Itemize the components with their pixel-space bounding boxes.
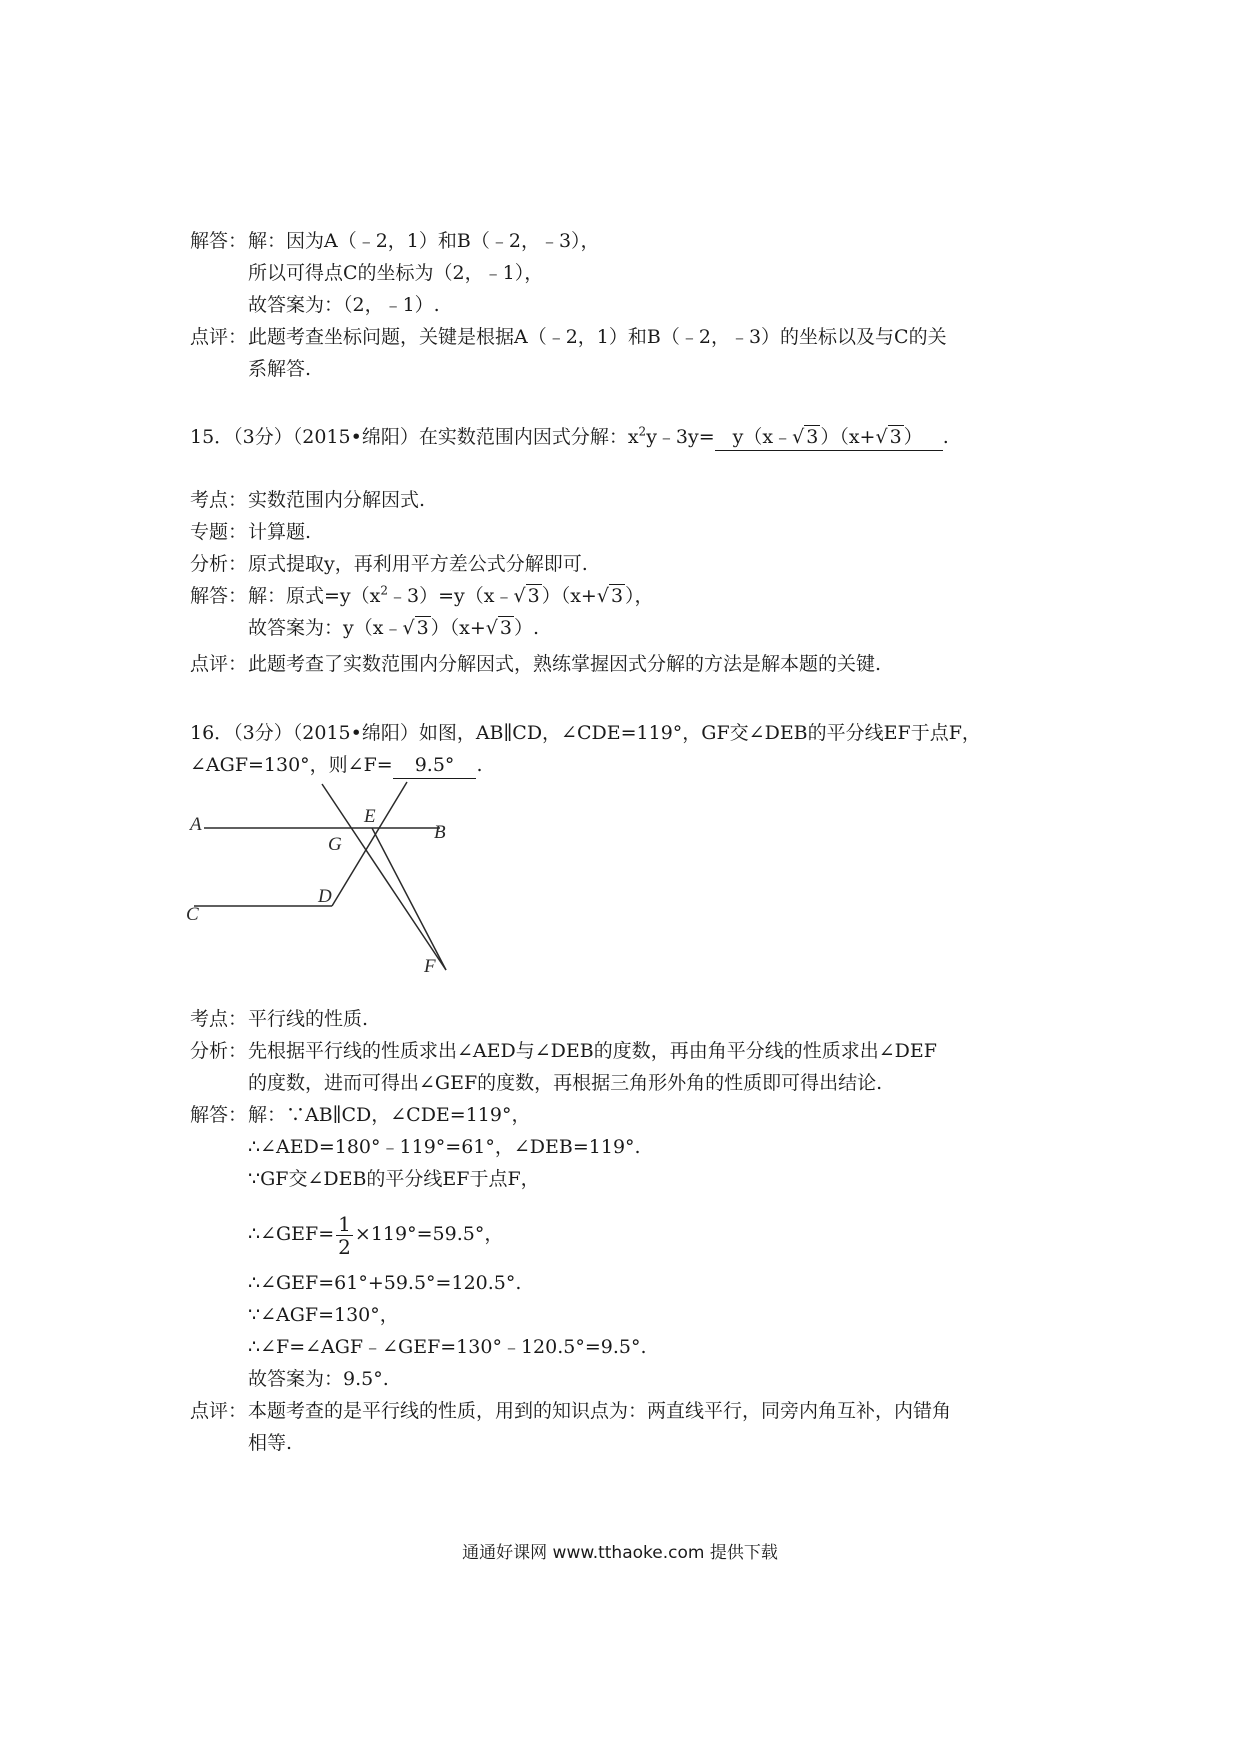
q16-s4-pre: ∴∠GEF= bbox=[248, 1223, 335, 1245]
label-dianping-3: 点评： bbox=[190, 1400, 248, 1422]
q16-kaodian bbox=[190, 1006, 368, 1032]
q16-stem-line1: 16．（3分）（2015•绵阳）如图，AB∥CD，∠CDE=119°，GF交∠DEB的平分线EF于点F， bbox=[190, 722, 981, 744]
q14-comment-line2: 系解答. bbox=[248, 358, 312, 380]
line-gf bbox=[322, 784, 446, 970]
q14-answer-line2: 所以可得点C的坐标为（2，﹣1）， bbox=[248, 262, 544, 284]
label-jieda-3: 解答： bbox=[190, 1104, 248, 1126]
label-dianping-2: 点评： bbox=[190, 653, 248, 675]
q16-fenxi-line1 bbox=[190, 1038, 937, 1064]
q15-jieda bbox=[190, 583, 654, 609]
q15-stem-sup: 2 bbox=[638, 424, 647, 439]
q15-comment-text: 此题考查了实数范围内分解因式，熟练掌握因式分解的方法是解本题的关键. bbox=[248, 653, 882, 675]
q15-jie-a: 解：原式=y（x bbox=[248, 585, 381, 607]
q15-ans-sqrt2: √ 3 bbox=[875, 426, 902, 448]
q15-gu-sqrt2: √ 3 bbox=[485, 617, 512, 639]
q16-comment-line2: 相等. bbox=[248, 1432, 293, 1454]
q15-gu-sqrt1-val: 3 bbox=[416, 617, 429, 639]
q16-solution-3: ∵GF交∠DEB的平分线EF于点F， bbox=[248, 1168, 540, 1190]
q15-ans-sqrt2-val: 3 bbox=[889, 426, 902, 448]
q15-gu bbox=[248, 615, 539, 641]
fig-label-e: E bbox=[364, 806, 376, 827]
q16-stem-pre: ∠AGF=130°，则∠F= bbox=[190, 754, 393, 776]
label-jieda-2: 解答： bbox=[190, 585, 248, 607]
label-jieda: 解答： bbox=[190, 230, 248, 252]
label-fenxi: 分析： bbox=[190, 553, 248, 575]
fig-label-f: F bbox=[424, 956, 436, 977]
q16-s4-num: 1 bbox=[338, 1211, 351, 1236]
q15-gu-a: 故答案为：y（x﹣ bbox=[248, 617, 403, 639]
q16-solution-5: ∴∠GEF=61°+59.5°=120.5°. bbox=[248, 1272, 522, 1294]
q15-jie-sqrt2: √ 3 bbox=[596, 585, 624, 607]
q16-s4-post: ×119°=59.5°， bbox=[354, 1223, 504, 1245]
q15-fenxi-text: 原式提取y，再利用平方差公式分解即可. bbox=[248, 553, 588, 575]
q16-answer-blank: 9.5° bbox=[393, 752, 477, 779]
line-ef bbox=[372, 828, 446, 970]
label-kaodian-2: 考点： bbox=[190, 1008, 248, 1030]
q16-s1: 解：∵AB∥CD，∠CDE=119°， bbox=[248, 1104, 531, 1126]
q15-stem-text: 15．（3分）（2015•绵阳）在实数范围内因式分解：x bbox=[190, 426, 639, 448]
q16-fenxi-text1: 先根据平行线的性质求出∠AED与∠DEB的度数，再由角平分线的性质求出∠DEF bbox=[248, 1040, 937, 1062]
q15-ans-c: ） bbox=[903, 426, 923, 448]
footer-source: 通通好课网 www.tthaoke.com 提供下载 bbox=[462, 1543, 778, 1563]
label-zhuanti: 专题： bbox=[190, 521, 248, 543]
q14-comment-line1 bbox=[190, 324, 947, 350]
q14-answer-line3: 故答案为：（2，﹣1）. bbox=[248, 294, 440, 316]
q14-answer-line1 bbox=[190, 228, 600, 254]
q16-solution-6: ∵∠AGF=130°， bbox=[248, 1304, 399, 1326]
q15-zhuanti bbox=[190, 519, 311, 545]
label-fenxi-2: 分析： bbox=[190, 1040, 248, 1062]
q15-jie-sqrt1-val: 3 bbox=[527, 585, 540, 607]
fig-label-d: D bbox=[318, 886, 332, 907]
q15-ans-sqrt1: √ 3 bbox=[792, 426, 819, 448]
q15-comment bbox=[190, 651, 881, 677]
fig-label-b: B bbox=[434, 822, 446, 843]
q16-solution-1 bbox=[190, 1102, 530, 1128]
fig-label-a: A bbox=[190, 814, 202, 835]
q15-jie-sqrt1: √ 3 bbox=[513, 585, 540, 607]
q14-comment-text1: 此题考查坐标问题，关键是根据A（﹣2，1）和B（﹣2，﹣3）的坐标以及与C的关 bbox=[248, 326, 947, 348]
q16-comment-line1 bbox=[190, 1398, 951, 1424]
q16-comment-text1: 本题考查的是平行线的性质，用到的知识点为：两直线平行，同旁内角互补，内错角 bbox=[248, 1400, 952, 1422]
q16-fenxi-line2: 的度数，进而可得出∠GEF的度数，再根据三角形外角的性质即可得出结论. bbox=[248, 1072, 883, 1094]
q15-gu-sqrt2-val: 3 bbox=[499, 617, 512, 639]
q16-solution-2: ∴∠AED=180°﹣119°=61°，∠DEB=119°. bbox=[248, 1136, 641, 1158]
q15-zhuanti-text: 计算题. bbox=[248, 521, 312, 543]
q16-solution-4 bbox=[248, 1210, 503, 1258]
q16-s4-den: 2 bbox=[338, 1234, 351, 1259]
fig-label-c: C bbox=[186, 904, 199, 925]
q15-ans-sqrt1-val: 3 bbox=[806, 426, 819, 448]
q15-jie-sup: 2 bbox=[380, 583, 389, 598]
line-de-extended bbox=[332, 782, 407, 906]
q15-gu-c: ）. bbox=[514, 617, 540, 639]
q16-stem-post: . bbox=[476, 754, 483, 776]
label-kaodian: 考点： bbox=[190, 489, 248, 511]
q15-jie-c: ）（x+ bbox=[541, 585, 597, 607]
q15-jie-d: ）， bbox=[625, 585, 654, 607]
q15-jie-b: ﹣3）=y（x﹣ bbox=[388, 585, 514, 607]
q15-ans-a: y（x﹣ bbox=[732, 426, 793, 448]
q15-stem bbox=[190, 424, 949, 451]
q15-period: . bbox=[942, 426, 949, 448]
q14-answer-text1: 解：因为A（﹣2，1）和B（﹣2，﹣3）， bbox=[248, 230, 600, 252]
q15-jie-sqrt2-val: 3 bbox=[610, 585, 624, 607]
q15-kaodian-text: 实数范围内分解因式. bbox=[248, 489, 426, 511]
q15-gu-b: ）（x+ bbox=[430, 617, 486, 639]
q15-ans-b: ）（x+ bbox=[820, 426, 876, 448]
q15-answer-blank bbox=[715, 424, 943, 451]
q15-fenxi bbox=[190, 551, 588, 577]
label-dianping: 点评： bbox=[190, 326, 248, 348]
q15-stem-tail: y﹣3y= bbox=[646, 426, 715, 448]
q16-solution-8: 故答案为：9.5°. bbox=[248, 1368, 389, 1390]
q16-solution-7: ∴∠F=∠AGF﹣∠GEF=130°﹣120.5°=9.5°. bbox=[248, 1336, 647, 1358]
q16-kaodian-text: 平行线的性质. bbox=[248, 1008, 369, 1030]
q16-geometry-figure bbox=[180, 770, 480, 980]
q15-gu-sqrt1: √ 3 bbox=[402, 617, 429, 639]
q16-s4-fraction bbox=[336, 1213, 353, 1258]
fig-label-g: G bbox=[328, 834, 342, 855]
q15-kaodian bbox=[190, 487, 425, 513]
